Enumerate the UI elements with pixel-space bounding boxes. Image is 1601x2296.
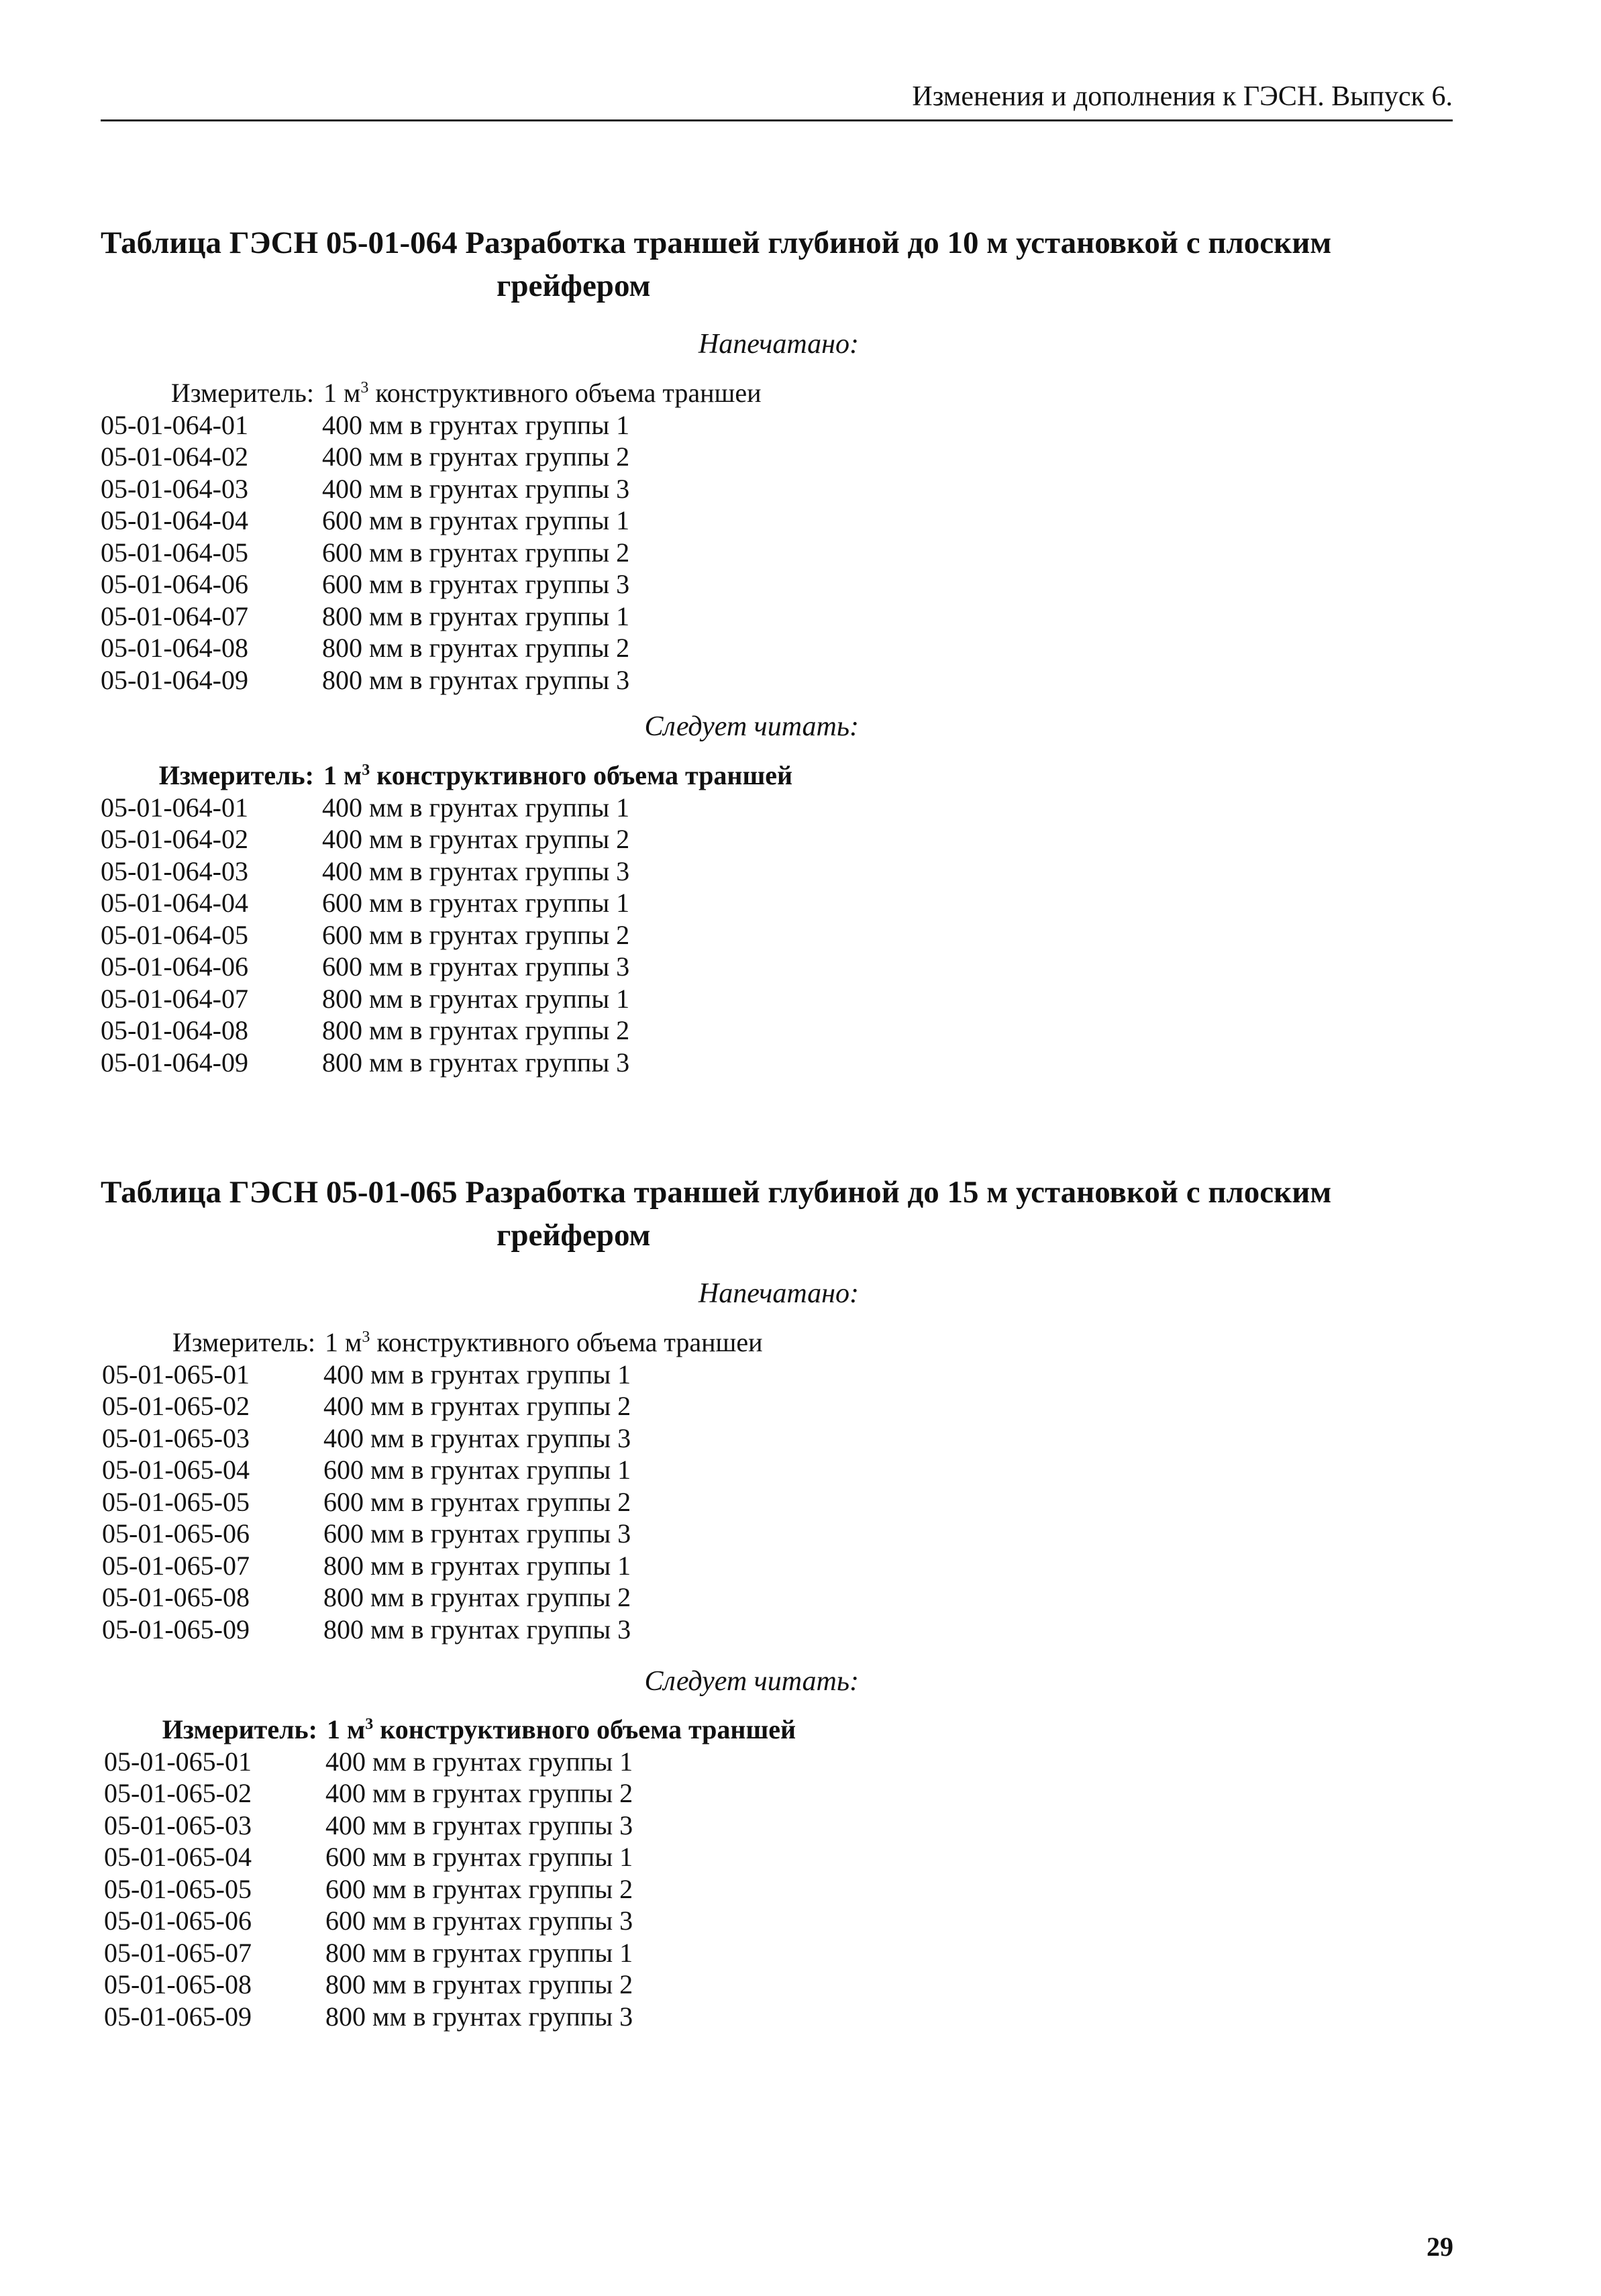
norm-row <box>101 1047 792 1079</box>
norm-description: 400 мм в грунтах группы 2 <box>322 441 630 472</box>
norm-code: 05-01-064-03 <box>101 473 248 504</box>
norm-code: 05-01-064-05 <box>101 919 248 950</box>
corrected-label: Следует читать: <box>644 1666 859 1697</box>
norm-code: 05-01-065-09 <box>104 2001 252 2032</box>
norm-code: 05-01-064-02 <box>101 441 248 472</box>
norm-description: 600 мм в грунтах группы 1 <box>325 1842 633 1872</box>
norm-description: 400 мм в грунтах группы 1 <box>322 792 630 823</box>
norm-code: 05-01-065-06 <box>104 1906 252 1936</box>
norm-code: 05-01-064-01 <box>101 409 248 440</box>
norm-row <box>101 983 792 1015</box>
norm-code: 05-01-064-06 <box>101 951 248 982</box>
norm-row <box>102 1581 763 1614</box>
norm-code: 05-01-065-05 <box>104 1873 252 1904</box>
table-title-line1: Таблица ГЭСН 05-01-065 Разработка траншей глубиной до 15 м установкой с плоским <box>101 1175 1332 1210</box>
norm-description: 800 мм в грунтах группы 3 <box>322 664 630 695</box>
norm-code: 05-01-065-07 <box>102 1550 250 1581</box>
unit-value: 1 $м^3$ конструктивного объема траншей <box>323 760 793 790</box>
corrected-block <box>104 1714 796 2032</box>
norm-row <box>101 664 762 696</box>
norm-row <box>101 951 792 983</box>
norm-description: 600 мм в грунтах группы 3 <box>325 1906 633 1936</box>
norm-row <box>102 1518 763 1550</box>
printed-label: Напечатано: <box>698 329 859 360</box>
norm-code: 05-01-064-04 <box>101 888 248 918</box>
norm-description: 600 мм в грунтах группы 3 <box>323 1518 631 1549</box>
corrected-block <box>101 760 792 1078</box>
norm-list <box>104 1746 796 2033</box>
norm-code: 05-01-064-04 <box>101 505 248 535</box>
norm-row <box>104 1969 796 2001</box>
norm-row <box>104 1810 796 1842</box>
norm-description: 800 мм в грунтах группы 2 <box>322 1015 630 1045</box>
norm-description: 800 мм в грунтах группы 2 <box>323 1582 631 1612</box>
unit-label: Измеритель: <box>170 378 314 408</box>
printed-block <box>102 1326 763 1645</box>
norm-description: 800 мм в грунтах группы 2 <box>322 633 630 663</box>
unit-row <box>101 377 762 409</box>
norm-description: 400 мм в грунтах группы 1 <box>322 409 630 440</box>
norm-row <box>102 1359 763 1391</box>
norm-description: 800 мм в грунтах группы 3 <box>322 1047 630 1078</box>
norm-code: 05-01-064-07 <box>101 601 248 631</box>
norm-code: 05-01-065-09 <box>102 1614 250 1645</box>
norm-code: 05-01-065-05 <box>102 1486 250 1517</box>
norm-row <box>102 1390 763 1422</box>
norm-row <box>102 1422 763 1455</box>
table-title <box>101 1171 1469 1257</box>
norm-code: 05-01-064-08 <box>101 633 248 663</box>
table-title-line2: грейфером <box>497 268 651 303</box>
norm-description: 400 мм в грунтах группы 2 <box>323 1391 631 1421</box>
norm-description: 400 мм в грунтах группы 2 <box>325 1778 633 1808</box>
printed-block <box>101 377 762 696</box>
norm-row <box>101 632 762 664</box>
norm-row <box>102 1486 763 1518</box>
norm-row <box>104 2001 796 2033</box>
norm-row <box>104 1937 796 1969</box>
norm-code: 05-01-064-07 <box>101 983 248 1014</box>
norm-code: 05-01-065-07 <box>104 1937 252 1968</box>
norm-code: 05-01-065-01 <box>102 1359 250 1390</box>
unit-label: Измеритель: <box>172 1327 315 1357</box>
norm-row <box>104 1873 796 1906</box>
norm-row <box>101 792 792 824</box>
norm-row <box>104 1841 796 1873</box>
unit-value: 1 $м^3$ конструктивного объема траншеи <box>323 378 762 408</box>
norm-code: 05-01-064-05 <box>101 537 248 568</box>
norm-description: 600 мм в грунтах группы 3 <box>322 951 630 982</box>
unit-label: Измеритель: <box>158 760 314 790</box>
norm-code: 05-01-065-08 <box>102 1582 250 1612</box>
norm-list <box>102 1359 763 1646</box>
norm-row <box>101 537 762 569</box>
page-number: 29 <box>1427 2232 1453 2262</box>
norm-code: 05-01-065-04 <box>104 1842 252 1872</box>
norm-row <box>101 409 762 441</box>
norm-row <box>102 1454 763 1486</box>
norm-code: 05-01-065-02 <box>104 1778 252 1808</box>
norm-description: 800 мм в грунтах группы 1 <box>322 983 630 1014</box>
norm-description: 400 мм в грунтах группы 3 <box>322 473 630 504</box>
norm-code: 05-01-065-03 <box>102 1422 250 1453</box>
norm-row <box>101 887 792 919</box>
norm-code: 05-01-064-01 <box>101 792 248 823</box>
unit-row <box>101 760 792 792</box>
norm-row <box>102 1614 763 1646</box>
norm-description: 400 мм в грунтах группы 1 <box>325 1746 633 1777</box>
norm-code: 05-01-065-03 <box>104 1810 252 1840</box>
norm-row <box>104 1777 796 1810</box>
norm-row <box>101 505 762 537</box>
norm-description: 600 мм в грунтах группы 3 <box>322 569 630 599</box>
norm-description: 800 мм в грунтах группы 3 <box>325 2001 633 2032</box>
norm-description: 400 мм в грунтах группы 1 <box>323 1359 631 1390</box>
norm-row <box>101 855 792 888</box>
unit-row <box>104 1714 796 1746</box>
norm-code: 05-01-065-06 <box>102 1518 250 1549</box>
table-title-line1: Таблица ГЭСН 05-01-064 Разработка траншей глубиной до 10 м установкой с плоским <box>101 225 1332 260</box>
norm-description: 600 мм в грунтах группы 1 <box>322 888 630 918</box>
norm-row <box>101 568 762 601</box>
unit-row <box>102 1326 763 1359</box>
norm-code: 05-01-064-09 <box>101 664 248 695</box>
norm-row <box>101 601 762 633</box>
norm-code: 05-01-065-01 <box>104 1746 252 1777</box>
norm-code: 05-01-064-09 <box>101 1047 248 1078</box>
unit-value: 1 $м^3$ конструктивного объема траншеи <box>325 1327 763 1357</box>
norm-description: 600 мм в грунтах группы 1 <box>323 1455 631 1485</box>
norm-description: 800 мм в грунтах группы 2 <box>325 1969 633 1999</box>
norm-description: 400 мм в грунтах группы 3 <box>323 1422 631 1453</box>
norm-description: 800 мм в грунтах группы 1 <box>322 601 630 631</box>
norm-description: 800 мм в грунтах группы 1 <box>325 1937 633 1968</box>
norm-code: 05-01-065-04 <box>102 1455 250 1485</box>
table-title <box>101 221 1469 307</box>
norm-list <box>101 409 762 696</box>
norm-row <box>102 1550 763 1582</box>
norm-row <box>104 1905 796 1937</box>
norm-code: 05-01-065-02 <box>102 1391 250 1421</box>
table-title-line2: грейфером <box>497 1218 651 1253</box>
unit-label: Измеритель: <box>162 1714 317 1744</box>
norm-description: 400 мм в грунтах группы 2 <box>322 824 630 854</box>
norm-row <box>101 1014 792 1047</box>
norm-code: 05-01-065-08 <box>104 1969 252 1999</box>
norm-row <box>104 1746 796 1778</box>
norm-description: 400 мм в грунтах группы 3 <box>325 1810 633 1840</box>
printed-label: Напечатано: <box>698 1278 859 1309</box>
running-header: Изменения и дополнения к ГЭСН. Выпуск 6. <box>101 79 1453 121</box>
norm-description: 600 мм в грунтах группы 1 <box>322 505 630 535</box>
norm-row <box>101 823 792 855</box>
norm-code: 05-01-064-03 <box>101 855 248 886</box>
norm-description: 800 мм в грунтах группы 3 <box>323 1614 631 1645</box>
norm-description: 600 мм в грунтах группы 2 <box>325 1873 633 1904</box>
norm-code: 05-01-064-06 <box>101 569 248 599</box>
norm-row <box>101 441 762 473</box>
norm-row <box>101 473 762 505</box>
norm-description: 800 мм в грунтах группы 1 <box>323 1550 631 1581</box>
norm-description: 600 мм в грунтах группы 2 <box>323 1486 631 1517</box>
norm-description: 600 мм в грунтах группы 2 <box>322 919 630 950</box>
unit-value: 1 $м^3$ конструктивного объема траншей <box>327 1714 796 1744</box>
norm-row <box>101 919 792 951</box>
norm-description: 400 мм в грунтах группы 3 <box>322 855 630 886</box>
norm-list <box>101 792 792 1079</box>
norm-description: 600 мм в грунтах группы 2 <box>322 537 630 568</box>
norm-code: 05-01-064-08 <box>101 1015 248 1045</box>
corrected-label: Следует читать: <box>644 711 859 742</box>
norm-code: 05-01-064-02 <box>101 824 248 854</box>
